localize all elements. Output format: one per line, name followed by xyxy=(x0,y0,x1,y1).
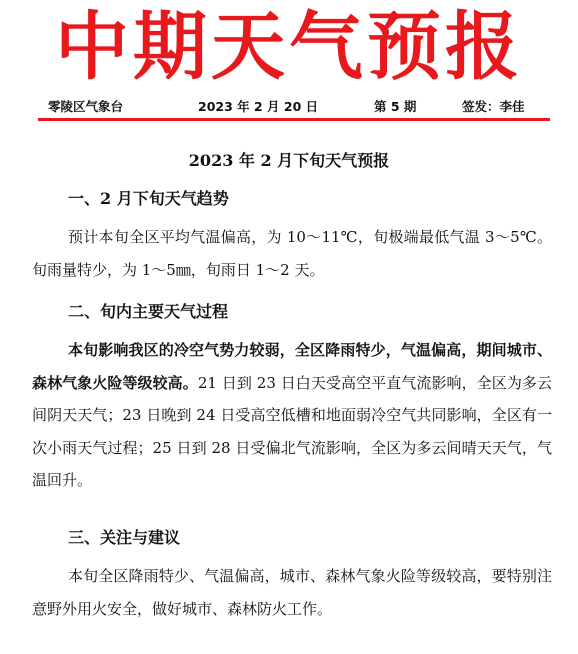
section-heading-trend: 一、2 月下旬天气趋势 xyxy=(68,189,229,208)
section-heading-advice: 三、关注与建议 xyxy=(68,528,181,547)
section-paragraph-text: 本旬全区降雨特少、气温偏高，城市、森林气象火险等级较高，要特别注意野外用火安全，做好城市、森林防火工作。 xyxy=(32,567,552,618)
bulletin-meta-row xyxy=(38,98,558,116)
issuing-agency: 零陵区气象台 xyxy=(48,99,124,114)
bulletin-masthead: 中期天气预报 xyxy=(55,4,523,90)
section-paragraph-trend xyxy=(32,221,552,286)
section-paragraph-advice xyxy=(32,560,552,625)
signoff: 签发：李佳 xyxy=(462,99,525,114)
document-title: 2023 年 2 月下旬天气预报 xyxy=(188,151,390,170)
section-paragraph-text: 21 日到 23 日白天受高空平直气流影响，全区为多云间阴天天气；23 日晚到 24 日受高空低槽和地面弱冷空气共同影响，全区有一次小雨天气过程；25 日到 28 日受偏北气流影响，全区为多云间晴天天气，气温回升。 xyxy=(32,373,552,489)
section-paragraph-text: 预计本旬全区平均气温偏高，为 10～11℃，旬极端最低气温 3～5℃。旬雨量特少，为 1～5㎜，旬雨日 1～2 天。 xyxy=(32,228,552,279)
section-paragraph-bold: 本旬影响我区的冷空气势力较弱，全区降雨特少，气温偏高，期间城市、森林气象火险等级较高。 xyxy=(32,341,552,392)
section-heading-processes: 二、旬内主要天气过程 xyxy=(68,302,229,321)
section-paragraph-processes xyxy=(32,334,552,497)
header-divider xyxy=(38,118,550,121)
issue-number: 第 5 期 xyxy=(374,99,417,114)
issue-date: 2023 年 2 月 20 日 xyxy=(198,99,319,114)
